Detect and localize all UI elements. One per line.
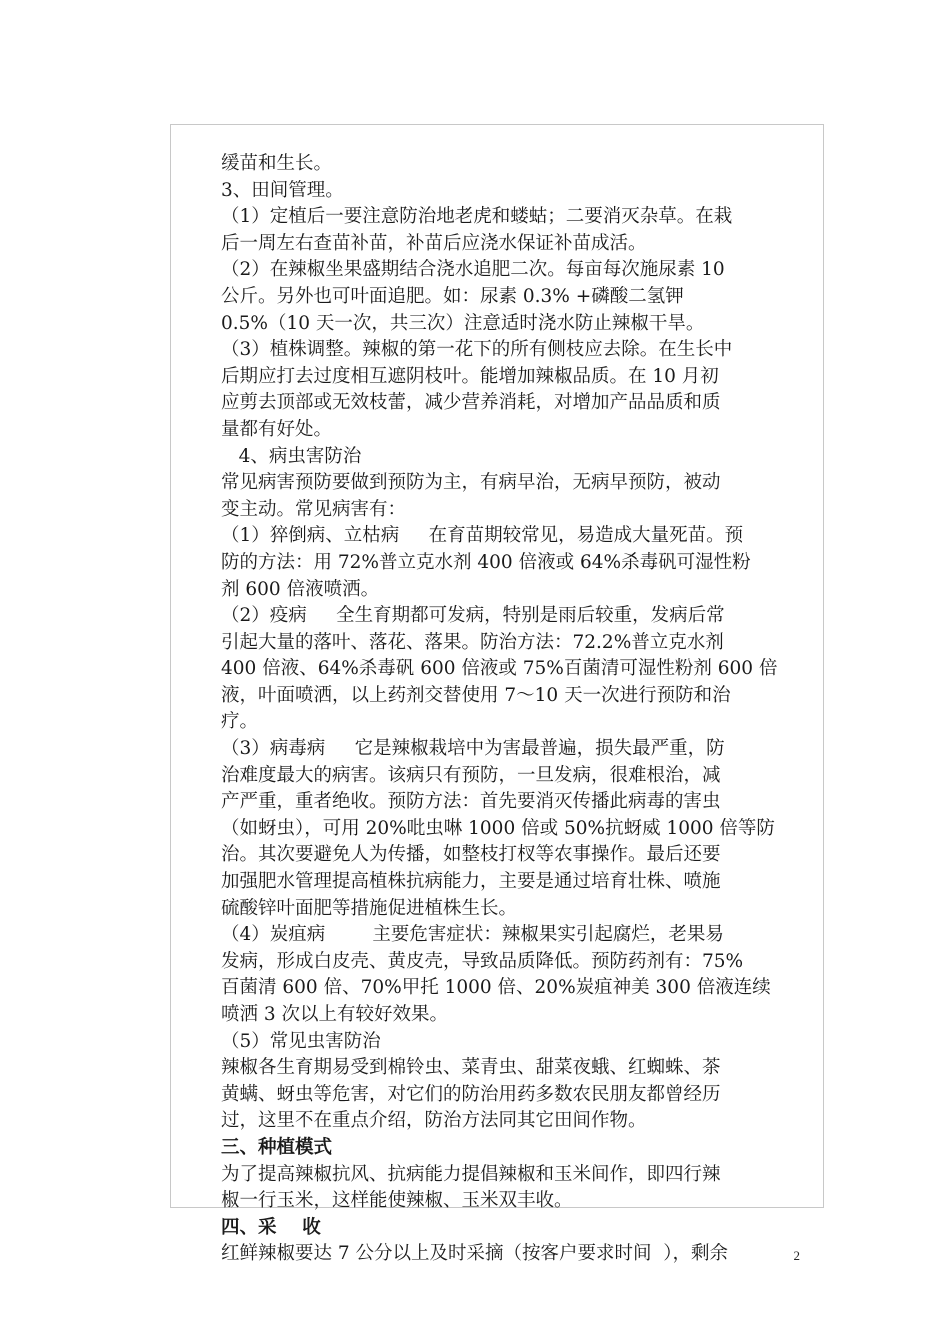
text-line: 加强肥水管理提高植株抗病能力，主要是通过培育壮株、喷施 [221, 871, 721, 893]
text-line: 公斤。另外也可叶面追肥。如：尿素 0.3% +磷酸二氢钾 [221, 285, 684, 307]
text-line: （3）植株调整。辣椒的第一花下的所有侧枝应去除。在生长中 [221, 339, 733, 361]
text-line: 后期应打去过度相互遮阴枝叶。能增加辣椒品质。在 10 月初 [221, 365, 719, 387]
page-frame [170, 124, 824, 1265]
text-line: 常见病害预防要做到预防为主，有病早治，无病早预防，被动 [221, 472, 721, 494]
text-line: 4、病虫害防治 [221, 445, 362, 467]
section-heading: 三、种植模式 [221, 1136, 333, 1158]
text-line: 液，叶面喷洒，以上药剂交替使用 7～10 天一次进行预防和治 [221, 684, 731, 706]
text-line: （3）病毒病 它是辣椒栽培中为害最普遍，损失最严重，防 [221, 738, 725, 760]
text-line: 黄螨、蚜虫等危害，对它们的防治用药多数农民朋友都曾经历 [221, 1083, 721, 1105]
page-number: 2 [793, 1248, 800, 1263]
text-line: 喷洒 3 次以上有较好效果。 [221, 1004, 449, 1025]
text-line: 百菌清 600 倍、70%甲托 1000 倍、20%炭疽神美 300 倍液连续 [221, 977, 771, 999]
text-line: 疗。 [221, 711, 259, 733]
text-line: 辣椒各生育期易受到棉铃虫、菜青虫、甜菜夜蛾、红蜘蛛、茶 [221, 1057, 721, 1079]
text-line: （1）定植后一要注意防治地老虎和蝼蛄；二要消灭杂草。在栽 [221, 206, 733, 228]
text-line: 为了提高辣椒抗风、抗病能力提倡辣椒和玉米间作，即四行辣 [221, 1163, 721, 1185]
text-line: 治难度最大的病害。该病只有预防，一旦发病，很难根治，减 [221, 764, 721, 786]
text-line: 治。其次要避免人为传播，如整枝打杈等农事操作。最后还要 [221, 844, 721, 866]
text-line: （1）猝倒病、立枯病 在育苗期较常见，易造成大量死苗。预 [221, 525, 744, 547]
text-line: 3、田间管理。 [221, 179, 344, 201]
text-line: 后一周左右查苗补苗，补苗后应浇水保证补苗成活。 [221, 232, 647, 254]
text-line: 量都有好处。 [221, 418, 333, 440]
text-line: （5）常见虫害防治 [221, 1030, 381, 1052]
text-line: 剂 600 倍液喷洒。 [221, 578, 380, 600]
text-line: 防的方法：用 72%普立克水剂 400 倍液或 64%杀毒矾可湿性粉 [221, 551, 751, 573]
text-line: 过，这里不在重点介绍，防治方法同其它田间作物。 [221, 1110, 647, 1132]
text-line: 缓苗和生长。 [221, 153, 333, 174]
text-line: 红鲜辣椒要达 7 公分以上及时采摘（按客户要求时间 ），剩余 [221, 1243, 729, 1265]
text-line: 应剪去顶部或无效枝蕾，减少营养消耗，对增加产品品质和质 [221, 392, 721, 414]
text-line: 硫酸锌叶面肥等措施促进植株生长。 [221, 897, 518, 919]
text-line: 引起大量的落叶、落花、落果。防治方法：72.2%普立克水剂 [221, 631, 724, 653]
document-body [221, 151, 805, 1268]
section-heading: 四、采 收 [221, 1216, 321, 1238]
text-line: 椒一行玉米，这样能使辣椒、玉米双丰收。 [221, 1190, 573, 1212]
text-line: （如蚜虫），可用 20%吡虫啉 1000 倍或 50%抗蚜威 1000 倍等防 [221, 817, 775, 839]
text-line: 发病，形成白皮壳、黄皮壳，导致品质降低。预防药剂有：75% [221, 950, 744, 972]
text-line: 0.5%（10 天一次，共三次）注意适时浇水防止辣椒干旱。 [221, 312, 705, 334]
text-line: （2）疫病 全生育期都可发病，特别是雨后较重，发病后常 [221, 605, 725, 627]
text-line: 产严重，重者绝收。预防方法：首先要消灭传播此病毒的害虫 [221, 791, 721, 813]
text-line: （4）炭疽病 主要危害症状：辣椒果实引起腐烂，老果易 [221, 924, 724, 946]
text-line: （2）在辣椒坐果盛期结合浇水追肥二次。每亩每次施尿素 10 [221, 259, 725, 281]
text-line: 变主动。常见病害有： [221, 498, 407, 520]
text-line: 400 倍液、64%杀毒矾 600 倍液或 75%百菌清可湿性粉剂 600 倍 [221, 658, 778, 680]
